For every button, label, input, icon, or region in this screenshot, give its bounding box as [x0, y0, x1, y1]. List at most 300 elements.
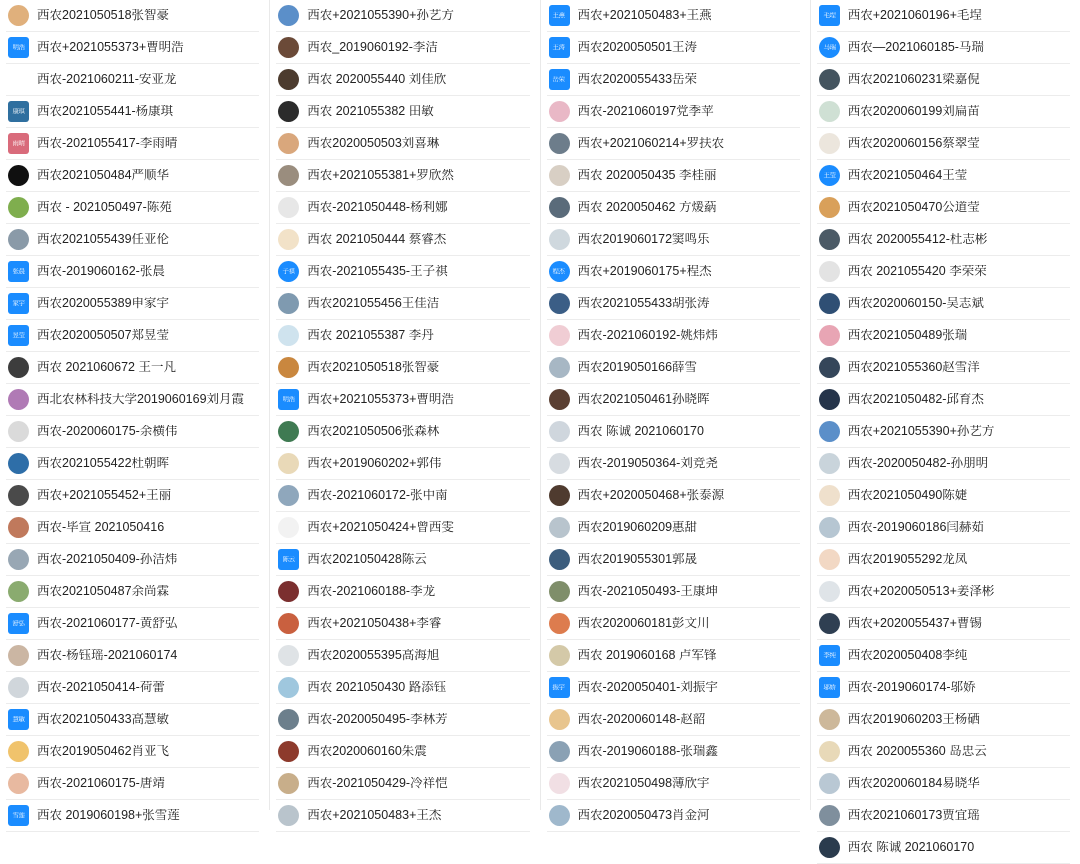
contact-name: 西农-2021050429-冷祥恺 — [307, 777, 448, 790]
contact-row[interactable] — [6, 64, 259, 96]
contact-row[interactable] — [6, 32, 259, 64]
contact-row[interactable] — [817, 736, 1070, 768]
avatar[interactable] — [278, 101, 299, 122]
contact-name: 西农-毕宣 2021050416 — [37, 521, 165, 534]
avatar[interactable] — [8, 645, 29, 666]
contact-row[interactable] — [547, 448, 800, 480]
contact-name: 西农+2021055373+曹明浩 — [307, 393, 454, 406]
contact-row[interactable] — [276, 256, 529, 288]
avatar[interactable] — [8, 677, 29, 698]
contact-row[interactable] — [547, 256, 800, 288]
avatar[interactable] — [278, 325, 299, 346]
avatar[interactable] — [819, 165, 840, 186]
contact-row[interactable] — [276, 0, 529, 32]
avatar[interactable] — [8, 421, 29, 442]
avatar[interactable] — [278, 133, 299, 154]
contact-row[interactable] — [6, 192, 259, 224]
contact-row[interactable] — [276, 544, 529, 576]
avatar-initials: 陈云 — [282, 556, 295, 563]
avatar[interactable] — [278, 613, 299, 634]
avatar[interactable] — [8, 741, 29, 762]
contact-name: 西农+2021055390+孙艺方 — [847, 425, 995, 438]
avatar[interactable] — [278, 581, 299, 602]
avatar[interactable] — [819, 517, 840, 538]
avatar[interactable] — [8, 325, 29, 346]
contact-name: 西农2021050461孙晓晖 — [577, 393, 710, 406]
contact-name: 西农2019055301郭晟 — [577, 553, 698, 566]
contact-name: 西农-2021060197党季苹 — [577, 105, 714, 118]
contact-row[interactable] — [6, 448, 259, 480]
contact-row[interactable] — [6, 96, 259, 128]
avatar[interactable] — [819, 613, 840, 634]
contact-name: 西农-2021050414-荷蕾 — [37, 681, 165, 694]
contact-row[interactable] — [276, 640, 529, 672]
avatar[interactable] — [278, 229, 299, 250]
contact-row[interactable] — [547, 544, 800, 576]
avatar-initials: 王涛 — [552, 44, 566, 51]
avatar[interactable] — [549, 581, 570, 602]
contact-row[interactable] — [6, 128, 259, 160]
avatar[interactable] — [819, 133, 840, 154]
contact-row[interactable] — [6, 704, 259, 736]
avatar[interactable] — [549, 69, 570, 90]
contact-row[interactable] — [547, 704, 800, 736]
contact-row[interactable] — [817, 384, 1070, 416]
avatar[interactable] — [819, 773, 840, 794]
contact-row[interactable] — [6, 224, 259, 256]
avatar[interactable] — [819, 37, 840, 58]
contact-row[interactable] — [817, 64, 1070, 96]
contact-name: 西农2020060150-吴志斌 — [847, 297, 984, 310]
contact-row[interactable] — [276, 672, 529, 704]
avatar-initials: 毛埕 — [823, 12, 836, 19]
contact-row[interactable] — [6, 256, 259, 288]
contact-name: 西农2020055389申家宇 — [37, 297, 170, 310]
contact-name: 西农+2019060202+郭伟 — [307, 457, 442, 470]
contact-name: 西农-2020050482-孙朋明 — [847, 457, 989, 470]
contact-name: 西农2021060173贾宜瑶 — [847, 809, 980, 822]
contact-row[interactable] — [6, 640, 259, 672]
contact-row[interactable] — [6, 480, 259, 512]
avatar[interactable] — [549, 293, 570, 314]
contact-row[interactable] — [547, 32, 800, 64]
avatar[interactable] — [549, 389, 570, 410]
contact-name: 西农2021055433胡张涛 — [577, 297, 710, 310]
contact-row[interactable] — [6, 320, 259, 352]
avatar[interactable] — [278, 5, 299, 26]
contact-row[interactable] — [817, 480, 1070, 512]
contact-row[interactable] — [276, 288, 529, 320]
avatar[interactable] — [819, 5, 840, 26]
contact-row[interactable] — [817, 448, 1070, 480]
contact-row[interactable] — [547, 64, 800, 96]
contact-name: 西农2019055292龙凤 — [847, 553, 968, 566]
contact-row[interactable] — [817, 352, 1070, 384]
contact-row[interactable] — [817, 288, 1070, 320]
contact-row[interactable] — [276, 224, 529, 256]
avatar[interactable] — [549, 357, 570, 378]
contact-row[interactable] — [547, 768, 800, 800]
contact-row[interactable] — [817, 0, 1070, 32]
contact-row[interactable] — [276, 800, 529, 832]
avatar[interactable] — [278, 517, 299, 538]
avatar[interactable] — [278, 389, 299, 410]
contact-row[interactable] — [547, 0, 800, 32]
contact-name: 西农+2021050438+李睿 — [307, 617, 442, 630]
contact-name: 西农-2021060172-张中南 — [307, 489, 448, 502]
avatar[interactable] — [278, 773, 299, 794]
contact-name: 西农-2020060175-余横伟 — [37, 425, 178, 438]
avatar[interactable] — [8, 165, 29, 186]
contact-name: 西农2020050503刘喜琳 — [307, 137, 440, 150]
avatar-initials: 王燕 — [552, 12, 566, 19]
avatar[interactable] — [8, 197, 29, 218]
avatar[interactable] — [278, 69, 299, 90]
avatar[interactable] — [819, 69, 840, 90]
contact-row[interactable] — [6, 672, 259, 704]
contact-name: 西农2021050464王莹 — [847, 169, 968, 182]
avatar[interactable] — [278, 741, 299, 762]
avatar[interactable] — [278, 165, 299, 186]
avatar[interactable] — [8, 101, 29, 122]
avatar-initials: 程杰 — [552, 268, 566, 275]
contact-row[interactable] — [6, 0, 259, 32]
contact-column-3 — [541, 0, 810, 822]
contact-row[interactable] — [547, 800, 800, 832]
contact-name: 西农+2021060214+罗扶农 — [577, 137, 725, 150]
contact-name: 西农2020060199刘扁苗 — [847, 105, 980, 118]
avatar[interactable] — [8, 485, 29, 506]
contact-name: 西农2020050473肖金河 — [577, 809, 710, 822]
contact-row[interactable] — [817, 800, 1070, 832]
contact-name: 西农+2021055373+曹明浩 — [37, 41, 184, 54]
avatar[interactable] — [8, 709, 29, 730]
contact-row[interactable] — [817, 416, 1070, 448]
avatar[interactable] — [549, 101, 570, 122]
contact-name: 西农 2020050462 方煖蒳 — [577, 201, 717, 214]
avatar-initials: 慧敏 — [12, 716, 25, 723]
avatar[interactable] — [8, 549, 29, 570]
contact-row[interactable] — [817, 96, 1070, 128]
contact-row[interactable] — [547, 352, 800, 384]
contact-name: 西农2020060184易晓华 — [847, 777, 980, 790]
avatar[interactable] — [819, 293, 840, 314]
avatar[interactable] — [8, 229, 29, 250]
avatar[interactable] — [819, 261, 840, 282]
contact-name: 西农-2021055435-王子祺 — [307, 265, 448, 278]
avatar[interactable] — [819, 101, 840, 122]
avatar[interactable] — [819, 741, 840, 762]
avatar[interactable] — [819, 805, 840, 826]
contact-row[interactable] — [6, 384, 259, 416]
contact-row[interactable] — [276, 32, 529, 64]
contact-name: 西农2021050518张智豪 — [37, 9, 170, 22]
contact-name: 西农2020055433岳荣 — [577, 73, 698, 86]
avatar[interactable] — [819, 229, 840, 250]
avatar[interactable] — [278, 357, 299, 378]
avatar[interactable] — [819, 549, 840, 570]
contact-row[interactable] — [817, 672, 1070, 704]
avatar[interactable] — [549, 485, 570, 506]
avatar[interactable] — [8, 133, 29, 154]
avatar-initials: 明浩 — [12, 44, 25, 51]
contact-row[interactable] — [276, 768, 529, 800]
contact-name: 西农-2021060211-安亚龙 — [37, 73, 177, 86]
avatar[interactable] — [819, 837, 840, 858]
avatar[interactable] — [819, 677, 840, 698]
avatar[interactable] — [819, 389, 840, 410]
contact-row[interactable] — [817, 704, 1070, 736]
contact-row[interactable] — [276, 704, 529, 736]
contact-name: 西农+2021055390+孙艺方 — [307, 9, 454, 22]
contact-row[interactable] — [817, 544, 1070, 576]
avatar[interactable] — [549, 325, 570, 346]
avatar[interactable] — [8, 261, 29, 282]
avatar[interactable] — [819, 325, 840, 346]
contact-name: 西农-2020050401-刘振宇 — [577, 681, 718, 694]
contact-row[interactable] — [817, 320, 1070, 352]
avatar[interactable] — [819, 485, 840, 506]
contact-name: 西农2021050518张智豪 — [307, 361, 440, 374]
contact-name: 西农2021050484严顺华 — [37, 169, 170, 182]
avatar[interactable] — [819, 581, 840, 602]
contact-name: 西农2021055360赵雪洋 — [847, 361, 980, 374]
avatar[interactable] — [549, 741, 570, 762]
contact-name: 西农2021055422杜朝晖 — [37, 457, 170, 470]
contact-row[interactable] — [6, 352, 259, 384]
avatar[interactable] — [549, 677, 570, 698]
contact-row[interactable] — [547, 320, 800, 352]
contact-name: 西农2020060156蔡翠莹 — [847, 137, 980, 150]
contact-row[interactable] — [547, 128, 800, 160]
contact-row[interactable] — [817, 224, 1070, 256]
contact-name: 西农2021050482-邱育杰 — [847, 393, 984, 406]
contact-row[interactable] — [547, 192, 800, 224]
contact-name: 西农-2020060148-赵韶 — [577, 713, 706, 726]
avatar-initials: 振宇 — [552, 684, 566, 691]
avatar-initials: 马瑞 — [823, 44, 836, 51]
contact-row[interactable] — [276, 416, 529, 448]
contact-row[interactable] — [276, 352, 529, 384]
avatar[interactable] — [278, 293, 299, 314]
avatar[interactable] — [8, 453, 29, 474]
contact-row[interactable] — [6, 288, 259, 320]
contact-row[interactable] — [547, 288, 800, 320]
contact-name: 西农-杨钰瑶-2021060174 — [37, 649, 178, 662]
avatar[interactable] — [549, 709, 570, 730]
contact-row[interactable] — [547, 384, 800, 416]
contact-name: 西农 2019060198+张雪莲 — [37, 809, 180, 822]
contact-name: 西农 2021055420 李荣荣 — [847, 265, 987, 278]
contact-name: 西农+2021050483+王燕 — [577, 9, 712, 22]
contact-name: 西农+2021050483+王杰 — [307, 809, 442, 822]
contact-name: 西农-2021060175-唐靖 — [37, 777, 165, 790]
contact-name: 西农+2021055452+王丽 — [37, 489, 172, 502]
contact-name: 西农-2020050495-李林芳 — [307, 713, 448, 726]
avatar[interactable] — [278, 549, 299, 570]
avatar[interactable] — [549, 773, 570, 794]
contact-name: 西农2019060203王杨硒 — [847, 713, 980, 726]
contact-row[interactable] — [817, 192, 1070, 224]
avatar[interactable] — [278, 677, 299, 698]
avatar[interactable] — [8, 357, 29, 378]
contact-row[interactable] — [276, 608, 529, 640]
contact-row[interactable] — [547, 672, 800, 704]
contact-row[interactable] — [276, 736, 529, 768]
avatar[interactable] — [549, 165, 570, 186]
contact-row[interactable] — [276, 448, 529, 480]
contact-column-2 — [270, 0, 539, 822]
contact-name: 西农 2020055440 刘佳欣 — [307, 73, 447, 86]
avatar[interactable] — [819, 645, 840, 666]
avatar[interactable] — [8, 69, 29, 90]
avatar[interactable] — [8, 773, 29, 794]
avatar[interactable] — [549, 517, 570, 538]
avatar[interactable] — [8, 389, 29, 410]
avatar[interactable] — [549, 133, 570, 154]
avatar[interactable] — [278, 421, 299, 442]
contact-name: 西农 陈诚 2021060170 — [847, 841, 975, 854]
contact-row[interactable] — [276, 320, 529, 352]
avatar[interactable] — [278, 37, 299, 58]
contact-name: 西农_2019060192-李洁 — [307, 41, 438, 54]
avatar[interactable] — [819, 197, 840, 218]
contact-name: 西农-2019060186闫赫茹 — [847, 521, 984, 534]
contact-row[interactable] — [276, 160, 529, 192]
contact-row[interactable] — [276, 128, 529, 160]
contact-row[interactable] — [547, 608, 800, 640]
avatar[interactable] — [549, 5, 570, 26]
avatar-initials: 李纯 — [823, 652, 836, 659]
contact-row[interactable] — [547, 160, 800, 192]
contact-row[interactable] — [817, 576, 1070, 608]
avatar[interactable] — [549, 261, 570, 282]
avatar[interactable] — [278, 453, 299, 474]
avatar[interactable] — [8, 293, 29, 314]
avatar[interactable] — [8, 805, 29, 826]
avatar[interactable] — [278, 197, 299, 218]
avatar-initials: 雨晴 — [12, 140, 25, 147]
avatar[interactable] — [278, 709, 299, 730]
contact-row[interactable] — [6, 608, 259, 640]
avatar[interactable] — [549, 197, 570, 218]
contact-name: 西农+2020050513+姜泽彬 — [847, 585, 995, 598]
contact-name: 西农2020050507郑昱莹 — [37, 329, 170, 342]
contact-name: 西农2021050433高慧敏 — [37, 713, 170, 726]
avatar-initials: 舒弘 — [12, 620, 25, 627]
contact-name: 西农 2021055387 李丹 — [307, 329, 434, 342]
contact-name: 西农2019050166薛雪 — [577, 361, 698, 374]
contact-row[interactable] — [276, 512, 529, 544]
contact-name: 西农 2021050430 路添钰 — [307, 681, 447, 694]
avatar[interactable] — [8, 613, 29, 634]
contact-name: 西农2020050501王涛 — [577, 41, 698, 54]
avatar[interactable] — [278, 485, 299, 506]
contact-name: 西农 陈诚 2021060170 — [577, 425, 704, 438]
contact-row[interactable] — [6, 512, 259, 544]
contact-row[interactable] — [6, 736, 259, 768]
avatar-initials: 康琪 — [12, 108, 25, 115]
avatar[interactable] — [819, 453, 840, 474]
avatar-initials: 家宇 — [12, 300, 25, 307]
contact-row[interactable] — [6, 800, 259, 832]
contact-row[interactable] — [276, 192, 529, 224]
avatar[interactable] — [278, 261, 299, 282]
contact-row[interactable] — [817, 768, 1070, 800]
contact-row[interactable] — [6, 576, 259, 608]
contact-row[interactable] — [276, 96, 529, 128]
contact-column-1 — [0, 0, 269, 822]
contact-row[interactable] — [6, 416, 259, 448]
avatar[interactable] — [819, 709, 840, 730]
contact-row[interactable] — [276, 384, 529, 416]
contact-name: 西农2021050428陈云 — [307, 553, 427, 566]
contact-row[interactable] — [817, 832, 1070, 864]
contact-name: 西农+2021055381+罗欣然 — [307, 169, 454, 182]
contact-name: 西农2020050408李纯 — [847, 649, 968, 662]
avatar[interactable] — [549, 549, 570, 570]
contact-row[interactable] — [547, 512, 800, 544]
avatar[interactable] — [549, 453, 570, 474]
avatar[interactable] — [549, 229, 570, 250]
contact-row[interactable] — [547, 224, 800, 256]
contact-name: 西农2019050462肖亚飞 — [37, 745, 170, 758]
avatar[interactable] — [819, 357, 840, 378]
avatar[interactable] — [549, 37, 570, 58]
avatar[interactable] — [278, 805, 299, 826]
contact-row[interactable] — [547, 416, 800, 448]
contact-row[interactable] — [547, 96, 800, 128]
contact-row[interactable] — [817, 128, 1070, 160]
contact-row[interactable] — [6, 768, 259, 800]
contact-row[interactable] — [817, 608, 1070, 640]
contact-row[interactable] — [547, 576, 800, 608]
contact-name: 西农 2021050444 蔡睿杰 — [307, 233, 447, 246]
contact-name: 西农 2020050435 李桂丽 — [577, 169, 717, 182]
avatar-initials: 张晨 — [12, 268, 25, 275]
contact-name: 西农2019060172窦鸣乐 — [577, 233, 710, 246]
contact-row[interactable] — [547, 480, 800, 512]
avatar[interactable] — [549, 645, 570, 666]
contact-row[interactable] — [276, 480, 529, 512]
contact-row[interactable] — [6, 544, 259, 576]
avatar[interactable] — [278, 645, 299, 666]
contact-row[interactable] — [547, 736, 800, 768]
contact-row[interactable] — [547, 640, 800, 672]
avatar[interactable] — [819, 421, 840, 442]
avatar[interactable] — [549, 613, 570, 634]
contact-row[interactable] — [276, 576, 529, 608]
contact-name: 西农-2021050409-孙洁炜 — [37, 553, 178, 566]
avatar[interactable] — [8, 581, 29, 602]
contact-row[interactable] — [6, 160, 259, 192]
avatar[interactable] — [549, 805, 570, 826]
contact-name: 西农 2021060672 王一凡 — [37, 361, 176, 374]
contact-row[interactable] — [817, 32, 1070, 64]
contact-row[interactable] — [817, 640, 1070, 672]
contact-row[interactable] — [817, 256, 1070, 288]
contact-name: 西农-2021060188-李龙 — [307, 585, 436, 598]
avatar[interactable] — [8, 517, 29, 538]
avatar-initials: 岳荣 — [552, 76, 566, 83]
avatar[interactable] — [8, 5, 29, 26]
contact-name: 西农-2021060192-姚炜炜 — [577, 329, 718, 342]
contact-row[interactable] — [276, 64, 529, 96]
contact-row[interactable] — [817, 160, 1070, 192]
contact-row[interactable] — [817, 512, 1070, 544]
avatar[interactable] — [549, 421, 570, 442]
avatar[interactable] — [8, 37, 29, 58]
